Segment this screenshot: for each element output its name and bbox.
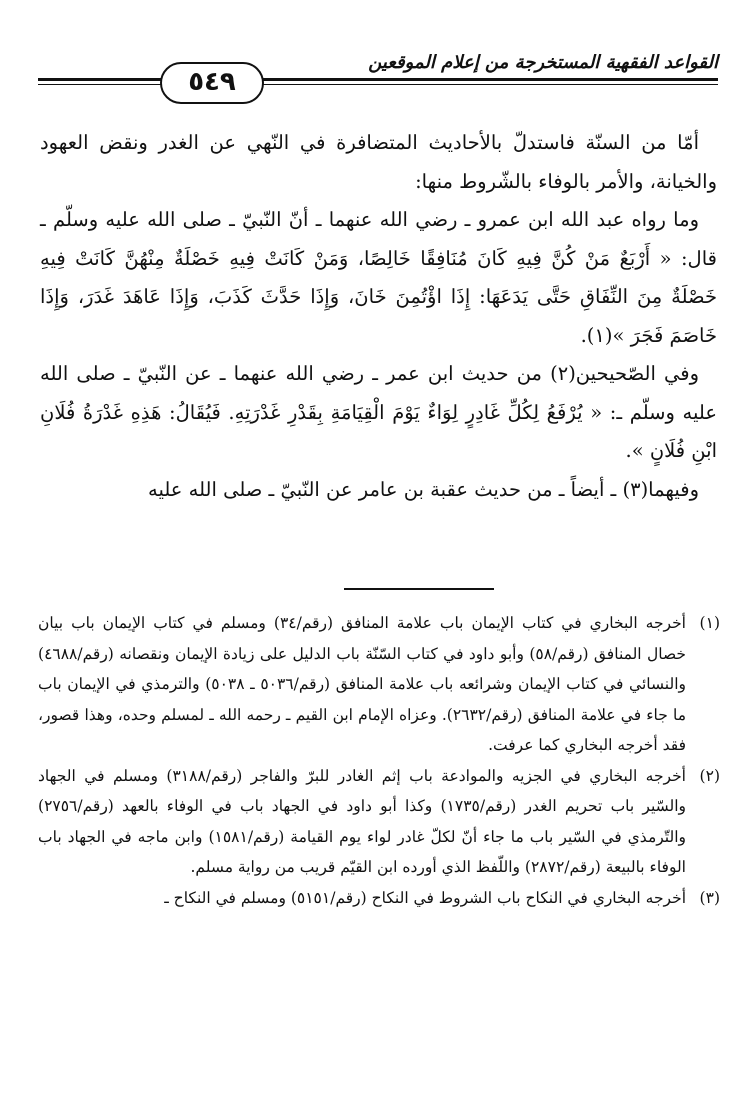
footnote-number: (١) <box>699 614 720 632</box>
footnote-3 <box>38 883 720 914</box>
page-header <box>38 48 718 104</box>
footnote-text: أخرجه البخاري في النكاح باب الشروط في النكاح (رقم/٥١٥١) ومسلم في النكاح ـ <box>164 888 686 907</box>
paragraph-hadith-uqba: وفيهما(٣) ـ أيضاً ـ من حديث عقبة بن عامر عن النّبيّ ـ صلى الله عليه <box>147 477 699 501</box>
page-number: ٥٤٩ <box>160 62 264 104</box>
footnote-1 <box>38 608 720 761</box>
header-rule-thick <box>38 78 718 81</box>
paragraph-hadith-banner: وفي الصّحيحين(٢) من حديث ابن عمر ـ رضي الله عنهما ـ عن النّبيّ ـ صلى الله عليه وسلّم ـ: « يُرْفَعُ لِكُلِّ غَادِرٍ لِوَاءٌ يَوْمَ الْقِيَامَةِ بِقَدْرِ غَدْرَتِهِ. فَيُقَالُ: هَذِهِ غَدْرَةُ فُلَانِ ابْنِ فُلَانٍ ». <box>40 362 717 462</box>
main-text <box>40 124 717 509</box>
header-rule-thin <box>38 84 718 85</box>
footnote-text: أخرجه البخاري في كتاب الإيمان باب علامة المنافق (رقم/٣٤) ومسلم في كتاب الإيمان باب بيان خصال المنافق (رقم/٥٨) وأبو داود في كتاب السّنّة باب الدليل على زيادة الإيمان ونقصانه (رقم/٤٦٨٨) والنسائي في كتاب الإيمان وشرائعه باب علامة المنافق (رقم/٥٠٣٦ ـ ٥٠٣٨) والترمذي في الإيمان باب ما جاء في علامة المنافق (رقم/٢٦٣٢). وعزاه الإمام ابن القيم ـ رحمه الله ـ لمسلم وحده، وهذا قصور، فقد أخرجه البخاري كما عرفت. <box>38 614 686 754</box>
running-title: القواعد الفقهية المستخرجة من إعلام الموقعين <box>368 52 718 73</box>
footnote-number: (٢) <box>699 766 720 785</box>
footnote-text: أخرجه البخاري في الجزيه والموادعة باب إثم الغادر للبرّ والفاجر (رقم/٣١٨٨) ومسلم في الجهاد والسّير باب تحريم الغدر (رقم/١٧٣٥) وكذا أبو داود في الجهاد باب في الوفاء بالعهد (رقم/٢٧٥٦) والتّرمذي في السّير باب ما جاء أنّ لكلّ غادر لواء يوم القيامة (رقم/١٥٨١) وابن ماجه في الجهاد باب الوفاء بالبيعة (رقم/٢٨٧٢) واللّفظ الذي أورده ابن القيّم قريب من رواية مسلم. <box>38 766 686 876</box>
paragraph-intro: أمّا من السنّة فاستدلّ بالأحاديث المتضافرة في النّهي عن الغدر ونقض العهود والخيانة، والأمر بالوفاء بالشّروط منها: <box>40 131 717 193</box>
footnote-2 <box>38 761 720 883</box>
footnotes <box>38 608 720 913</box>
footnote-separator <box>344 588 494 590</box>
paragraph-hadith-four-traits: وما رواه عبد الله ابن عمرو ـ رضي الله عنهما ـ أنّ النّبيّ ـ صلى الله عليه وسلّم ـ قال: « أَرْبَعٌ مَنْ كُنَّ فِيهِ كَانَ مُنَافِقًا خَالِصًا، وَمَنْ كَانَتْ فِيهِ خَصْلَةٌ مِنْهُنَّ كَانَتْ فِيهِ خَصْلَةٌ مِنَ النِّفَاقِ حَتَّى يَدَعَهَا: إِذَا اؤْتُمِنَ خَانَ، وَإِذَا حَدَّثَ كَذَبَ، وَإِذَا عَاهَدَ غَدَرَ، وَإِذَا خَاصَمَ فَجَرَ »(١). <box>40 208 717 347</box>
footnote-number: (٣) <box>699 888 720 907</box>
